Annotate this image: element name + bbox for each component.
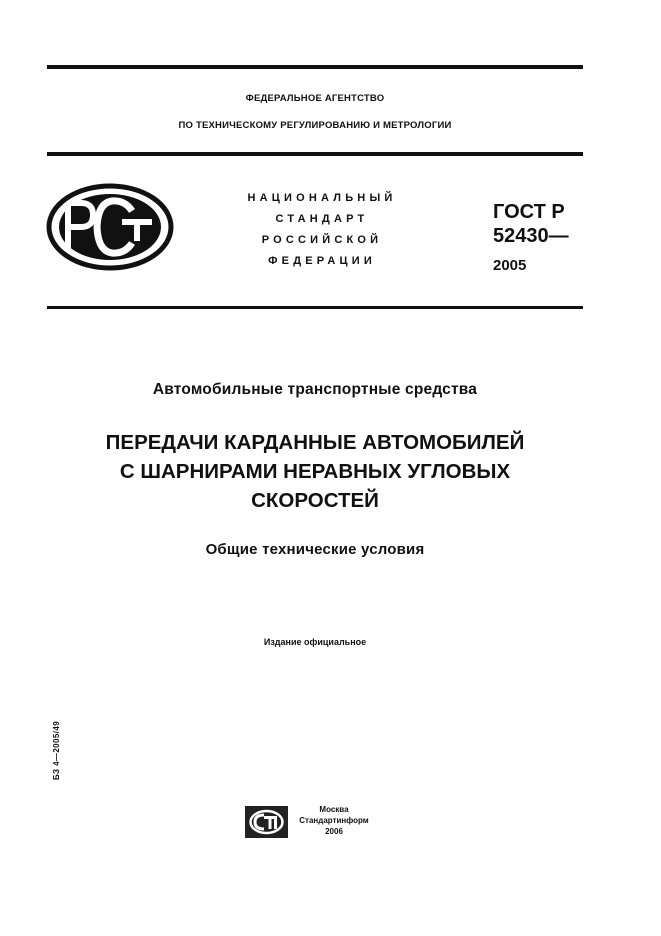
document-title-line: С ШАРНИРАМИ НЕРАВНЫХ УГЛОВЫХ (119, 460, 511, 483)
standard-bottom-rule (47, 306, 583, 309)
gost-designation (493, 200, 569, 248)
document-title-line: СКОРОСТЕЙ (251, 489, 379, 512)
document-title-line: ПЕРЕДАЧИ КАРДАННЫЕ АВТОМОБИЛЕЙ (105, 431, 525, 454)
publisher-name: Стандартинформ (299, 816, 369, 825)
national-standard-label (232, 188, 412, 272)
gost-designation-line1: ГОСТ Р (493, 201, 565, 223)
national-standard-line: НАЦИОНАЛЬНЫЙ (247, 192, 397, 204)
agency-name-line2: ПО ТЕХНИЧЕСКОМУ РЕГУЛИРОВАНИЮ И МЕТРОЛОГИИ (178, 120, 452, 131)
gost-designation-line2: 52430— (493, 225, 569, 247)
side-note: БЗ 4—2005/49 (52, 720, 61, 780)
national-standard-line: РОССИЙСКОЙ (261, 234, 383, 246)
header-bottom-rule (47, 152, 583, 156)
national-standard-line: ФЕДЕРАЦИИ (268, 255, 376, 267)
publisher-year: 2006 (325, 827, 343, 836)
agency-name-line1: ФЕДЕРАЛЬНОЕ АГЕНТСТВО (245, 93, 385, 104)
top-rule (47, 65, 583, 69)
edition-label: Издание официальное (263, 637, 367, 647)
gost-year: 2005 (493, 257, 527, 274)
national-standard-line: СТАНДАРТ (275, 213, 369, 225)
publisher-city: Москва (319, 805, 349, 814)
gost-r-logo (46, 183, 174, 271)
standartinform-logo (245, 806, 288, 838)
document-subtitle: Общие технические условия (205, 541, 425, 558)
publisher-info (296, 804, 372, 837)
document-subject: Автомобильные транспортные средства (152, 381, 478, 398)
document-title (47, 428, 583, 515)
